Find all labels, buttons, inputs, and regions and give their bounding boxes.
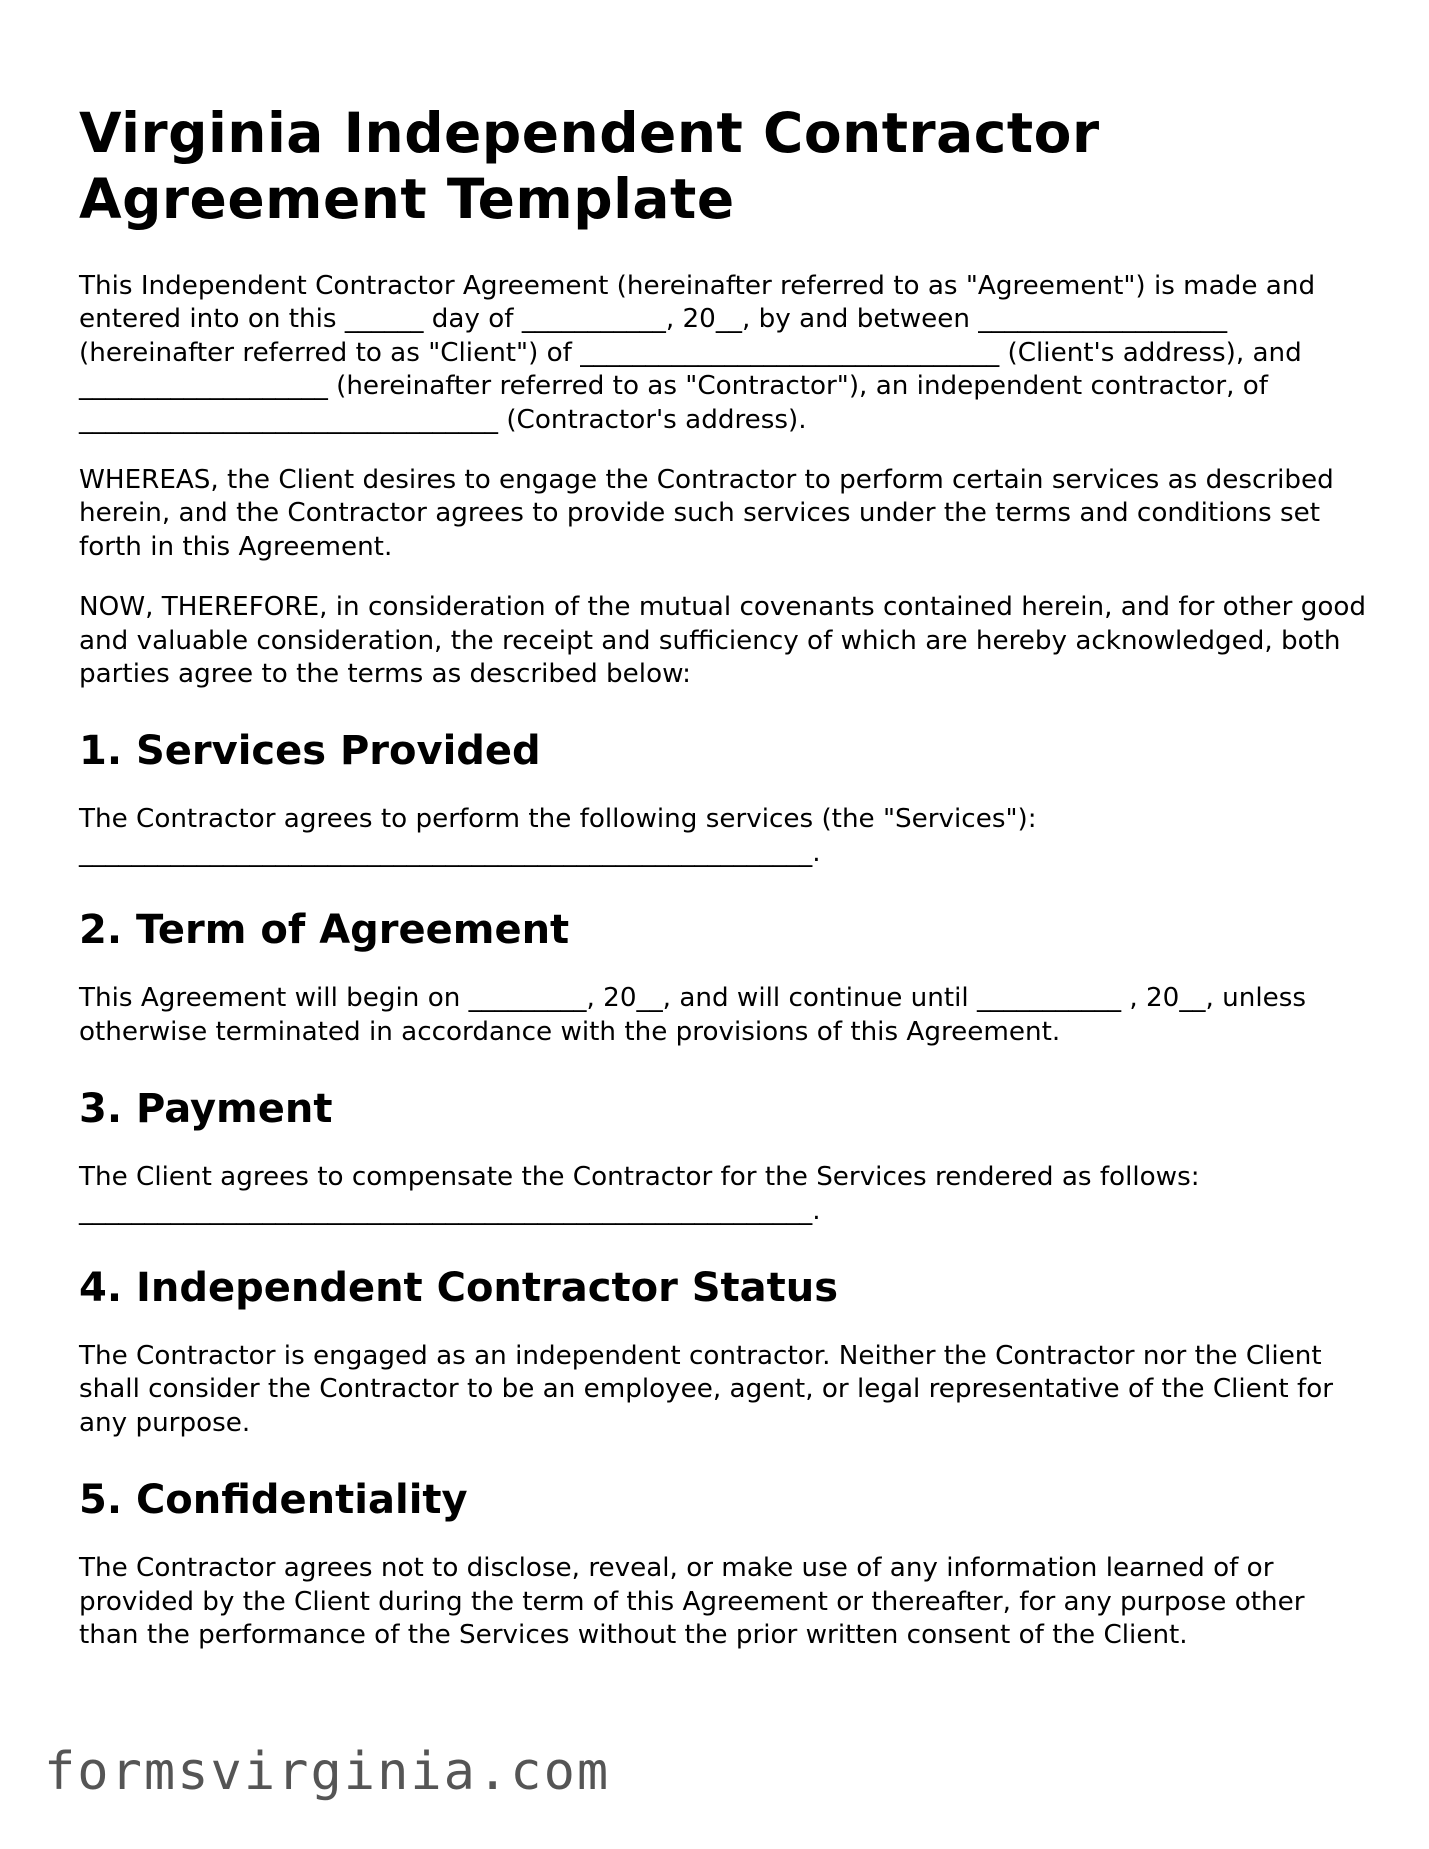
intro-paragraph-now-therefore: NOW, THEREFORE, in consideration of the mutual covenants contained herein, and for other good and valuable consideration, the receipt and sufficiency of which are hereby acknowledged, both parties agree to the terms as described below: bbox=[79, 592, 1367, 690]
section-body-term: This Agreement will begin on _________, 20__, and will continue until ___________ , 20__, unless otherwise terminated in accordance with the provisions of this Agreement. bbox=[79, 983, 1307, 1047]
document-title: Virginia Independent Contractor Agreement Template bbox=[79, 101, 1100, 231]
section-body-confidentiality: The Contractor agrees not to disclose, reveal, or make use of any information learned of or provided by the Client during the term of this Agreement or thereafter, for any purpose other than the performance of the Services without the prior written consent of the Client. bbox=[79, 1553, 1305, 1650]
intro-paragraph-whereas: WHEREAS, the Client desires to engage the Contractor to perform certain services as described herein, and the Contractor agrees to provide such services under the terms and conditions set forth in this Agreement. bbox=[79, 465, 1334, 562]
site-watermark: formsvirginia.com bbox=[44, 1742, 611, 1802]
section-body-payment: The Client agrees to compensate the Contractor for the Services rendered as follows: ________________________________________________________. bbox=[79, 1162, 1200, 1226]
intro-paragraph-parties: This Independent Contractor Agreement (hereinafter referred to as "Agreement") is made and entered into on this ______ day of ___________, 20__, by and between ___________________ (hereinafter referred to as "Client") of ________________________________ (Client's address), and ___________________ (hereinafter referred to as "Contractor"), an independent contractor, of ________________________________ (Contractor's address). bbox=[79, 271, 1316, 435]
document-page bbox=[79, 100, 1369, 1679]
section-body-services: The Contractor agrees to perform the following services (the "Services"): ________________________________________________________. bbox=[79, 804, 1037, 868]
section-body-contractor-status: The Contractor is engaged as an independent contractor. Neither the Contractor nor the Client shall consider the Contractor to be an employee, agent, or legal representative of the Client for any purpose. bbox=[79, 1340, 1333, 1438]
section-heading-term: 2. Term of Agreement bbox=[79, 907, 570, 954]
section-heading-contractor-status: 4. Independent Contractor Status bbox=[79, 1264, 839, 1311]
section-heading-payment: 3. Payment bbox=[79, 1086, 333, 1133]
section-heading-services: 1. Services Provided bbox=[79, 728, 541, 775]
section-heading-confidentiality: 5. Confidentiality bbox=[79, 1477, 468, 1524]
